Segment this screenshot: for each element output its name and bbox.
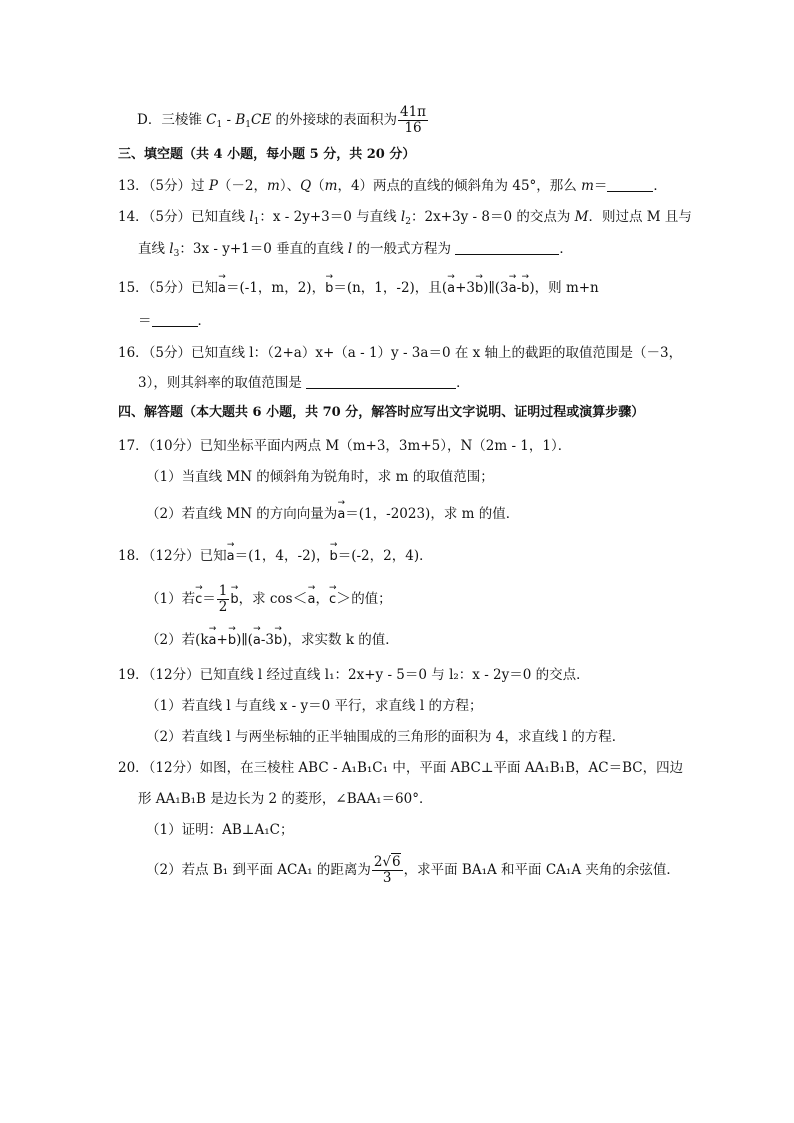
answer-blank[interactable] xyxy=(607,177,653,192)
fraction-one-half: $\frac{1}{2}$ xyxy=(218,583,228,615)
answer-blank[interactable] xyxy=(455,240,559,255)
question-20-part-1: （1）证明：AB⊥A₁C； xyxy=(146,822,294,838)
question-13: 13．（5分）过 P（－2，m）、Q（m，4）两点的直线的倾斜角为 45°，那么 m＝ ． xyxy=(118,178,667,194)
question-17-part-1: （1）当直线 MN 的倾斜角为锐角时，求 m 的取值范围； xyxy=(146,469,494,485)
question-20-part-2: （2）若点 B₁ 到平面 ACA₁ 的距离为 $\frac{2√6}{3}$ ，求平面 BA₁A 和平面 CA₁A 夹角的余弦值． xyxy=(146,854,680,886)
question-17-part-2: （2）若直线 MN 的方向向量为→ a＝(1，-2023)，求 m 的值． xyxy=(146,502,519,525)
question-15-line-2: ＝ ． xyxy=(138,313,211,329)
question-20-line-2: 形 AA₁B₁B 是边长为 2 的菱形，∠BAA₁＝60°． xyxy=(138,791,433,807)
answer-blank[interactable] xyxy=(152,312,198,327)
option-d: D．三棱锥 $C_1 - B_1CE$ 的外接球的表面积为 $\frac{41\pi}{16}$ xyxy=(137,104,427,136)
question-16-line-2: 3），则其斜率的取值范围是 ． xyxy=(138,375,470,391)
fraction-2-root6-over-3: $\frac{2√6}{3}$ xyxy=(373,854,401,886)
question-20-line-1: 20．（12分）如图，在三棱柱 ABC - A₁B₁C₁ 中，平面 ABC⊥平面 AA₁B₁B，AC＝BC，四边 xyxy=(118,760,684,776)
question-17-stem: 17．（10分）已知坐标平面内两点 M（m+3，3m+5），N（2m - 1，1）． xyxy=(118,438,572,454)
section-4-heading: 四、解答题（本大题共 6 小题，共 70 分，解答时应写出文字说明、证明过程或演算步骤） xyxy=(118,405,645,420)
question-14-line-2: 直线 $l_3$：3x - y+1＝0 垂直的直线 l 的一般式方程为 ． xyxy=(138,241,573,259)
section-3-heading: 三、填空题（共 4 小题，每小题 5 分，共 20 分） xyxy=(118,147,416,162)
question-19-part-1: （1）若直线 l 与直线 x - y＝0 平行，求直线 l 的方程； xyxy=(146,698,483,714)
question-19-part-2: （2）若直线 l 与两坐标轴的正半轴围成的三角形的面积为 4，求直线 l 的方程． xyxy=(146,729,626,745)
question-15-line-1: 15．（5分）已知→ a＝(-1，m，2)，→ b＝(n，1，-2)，且(→ a+3→ b)∥(3→ a-→ b)，则 m+n xyxy=(118,276,599,299)
question-18-stem: 18．（12分）已知→ a＝(1，4，-2)，→ b＝(-2，2，4)． xyxy=(118,544,433,567)
question-16-line-1: 16．（5分）已知直线 l：（2+a）x+（a - 1）y - 3a＝0 在 x 轴上的截距的取值范围是（－3， xyxy=(118,345,683,361)
question-14-line-1: 14．（5分）已知直线 $l_1$：x - 2y+3＝0 与直线 $l_2$：2x+3y - 8＝0 的交点为 M．则过点 M 且与 xyxy=(118,209,692,227)
question-18-part-2: （2）若(k→ a+→ b)∥(→ a-3→ b)，求实数 k 的值． xyxy=(146,628,399,651)
answer-blank[interactable] xyxy=(306,374,456,389)
question-18-part-1: （1）若→ c＝ $\frac{1}{2}$ → b，求 cos＜→ a，→ c＞的值； xyxy=(146,584,392,615)
fraction-41pi-16: $\frac{41\pi}{16}$ xyxy=(400,104,427,136)
question-19-stem: 19．（12分）已知直线 l 经过直线 l₁：2x+y - 5＝0 与 l₂：x - 2y＝0 的交点． xyxy=(118,667,590,683)
